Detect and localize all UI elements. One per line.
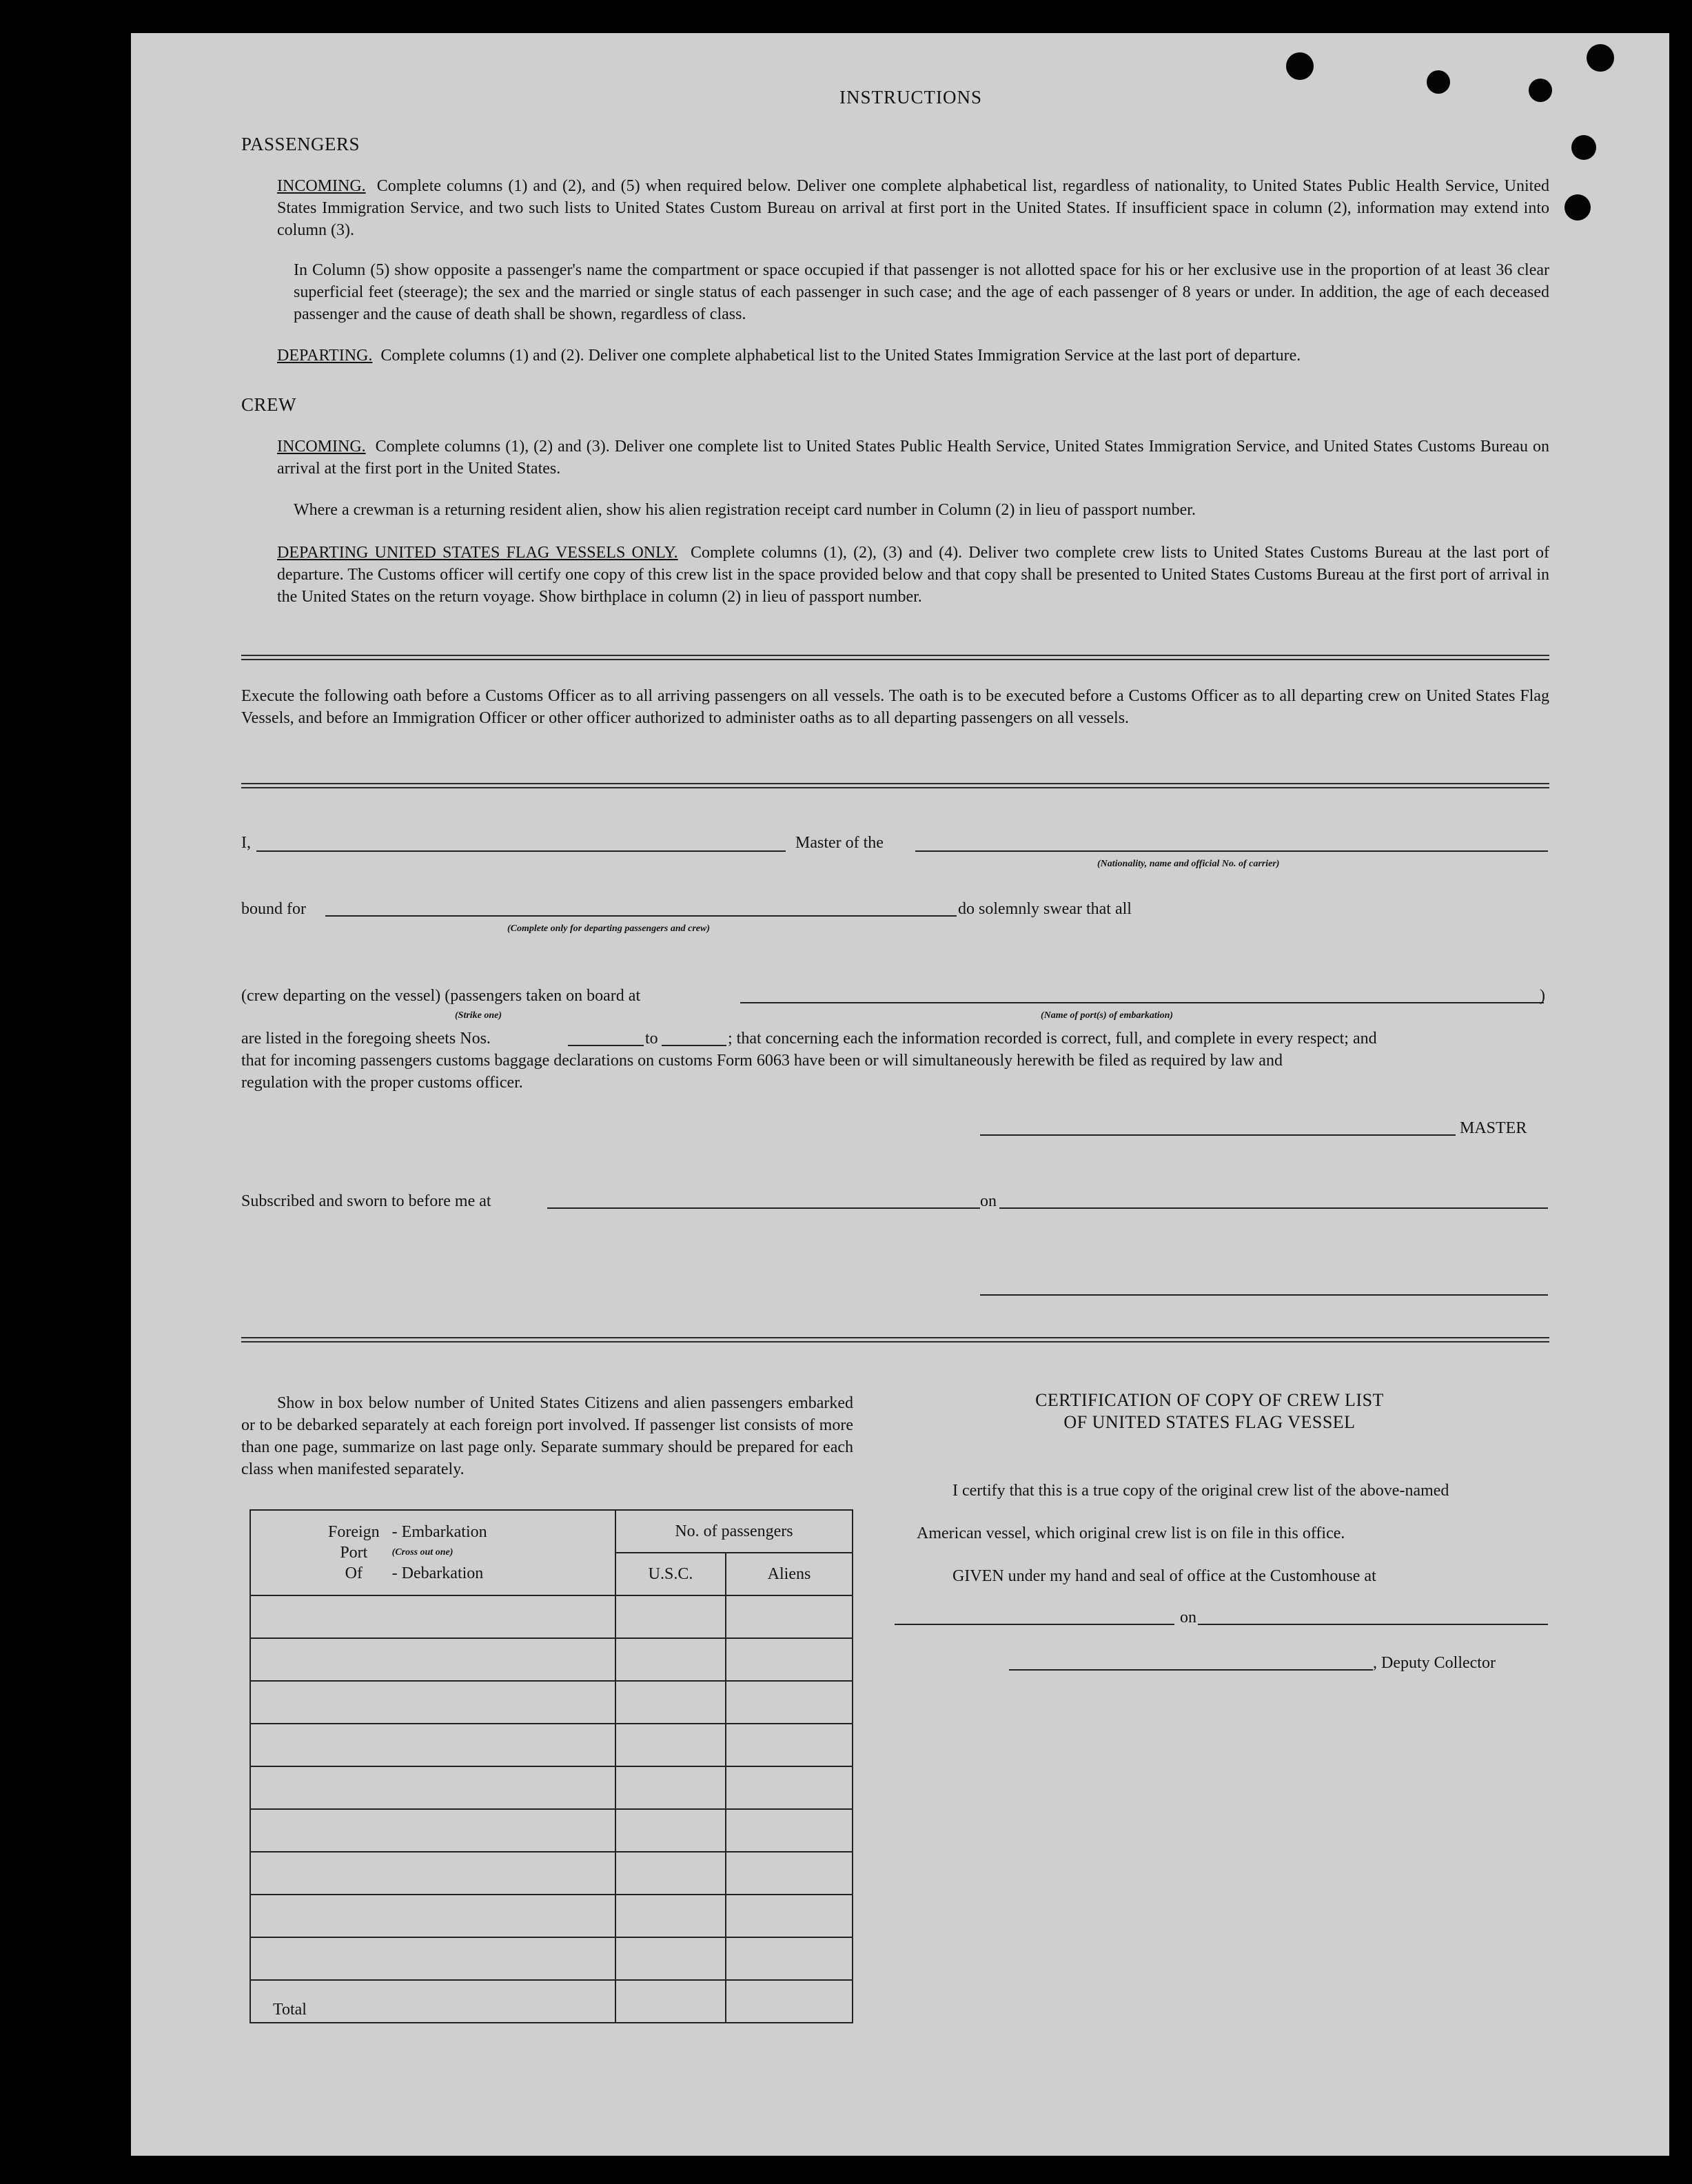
punch-hole: [1286, 52, 1314, 80]
customhouse-field[interactable]: [895, 1624, 1174, 1625]
port-cell[interactable]: [250, 1595, 615, 1638]
deputy-collector-label: , Deputy Collector: [1373, 1654, 1496, 1672]
no-passengers-header: No. of passengers: [615, 1510, 853, 1553]
close-paren: ): [1540, 987, 1545, 1005]
swear-label: do solemnly swear that all: [958, 900, 1132, 918]
certification-heading-line-1: CERTIFICATION OF COPY OF CREW LIST: [1035, 1390, 1384, 1410]
embarkation-label: - Embarkation: [391, 1523, 487, 1541]
port-cell[interactable]: [250, 1724, 615, 1766]
certification-heading: [917, 1389, 1502, 1433]
port-cell[interactable]: [250, 1937, 615, 1980]
aliens-cell[interactable]: [726, 1595, 853, 1638]
port-header-cell: [250, 1510, 615, 1595]
table-row: [250, 1937, 853, 1980]
divider-rule: [241, 783, 1549, 784]
nationality-caption: (Nationality, name and official No. of carrier): [1097, 859, 1280, 869]
usc-cell[interactable]: [615, 1809, 726, 1852]
table-row: [250, 1895, 853, 1937]
sheet-from-field[interactable]: [568, 1045, 644, 1046]
incoming-label: INCOMING.: [277, 177, 366, 195]
deputy-collector-signature-field[interactable]: [1009, 1669, 1373, 1671]
crew-incoming-label: INCOMING.: [277, 438, 366, 456]
port-label: Port: [340, 1544, 368, 1562]
crew-heading: CREW: [241, 394, 296, 415]
usc-header: U.S.C.: [615, 1553, 726, 1595]
aliens-header: Aliens: [726, 1553, 853, 1595]
debarkation-label: - Debarkation: [391, 1564, 484, 1582]
departing-label: DEPARTING.: [277, 347, 373, 365]
aliens-cell[interactable]: [726, 1766, 853, 1809]
crew-departing-paragraph: [277, 542, 1549, 608]
of-label: Of: [345, 1564, 363, 1582]
on-label: on: [980, 1192, 997, 1210]
usc-cell[interactable]: [615, 1638, 726, 1681]
certification-heading-line-2: OF UNITED STATES FLAG VESSEL: [1063, 1412, 1356, 1432]
total-label: Total: [250, 1980, 615, 2023]
port-cell[interactable]: [250, 1852, 615, 1895]
oath-instruction: Execute the following oath before a Customs Officer as to all arriving passengers on all vessels. The oath is to be executed before a Customs Officer as to all departing crew on United States Flag Vessels, and before an Immigration Officer or other officer authorized to administer oaths as to all departing passengers on all vessels.: [241, 687, 1549, 727]
aliens-cell[interactable]: [726, 1638, 853, 1681]
usc-cell[interactable]: [615, 1724, 726, 1766]
crew-incoming-paragraph: [277, 436, 1549, 480]
usc-total-cell[interactable]: [615, 1980, 726, 2023]
departing-text: Complete columns (1) and (2). Deliver one complete alphabetical list to the United States Immigration Service at the last port of departure.: [380, 347, 1301, 365]
master-name-field[interactable]: [256, 850, 786, 852]
incoming-text: Complete columns (1) and (2), and (5) when required below. Deliver one complete alphabetical list, regardless of nationality, to United States Public Health Service, United States Immigration Service, and two such lists to United States Custom Bureau on arrival at first port in the United States. If insufficient space in column (2), information may extend into column (3).: [277, 177, 1550, 239]
subscribed-place-field[interactable]: [547, 1207, 980, 1209]
table-row: [250, 1809, 853, 1852]
table-row: [250, 1766, 853, 1809]
divider-rule: [241, 1341, 1549, 1343]
i-label: I,: [241, 834, 251, 852]
given-line: GIVEN under my hand and seal of office at the Customhouse at: [952, 1567, 1376, 1585]
subscribed-date-field[interactable]: [999, 1207, 1548, 1209]
port-cell[interactable]: [250, 1766, 615, 1809]
listed-text-2: that for incoming passengers customs baggage declarations on customs Form 6063 have been or will simultaneously herewith be filed as required by law and: [241, 1052, 1283, 1070]
punch-hole: [1571, 135, 1596, 160]
passengers-heading: PASSENGERS: [241, 134, 360, 154]
carrier-field[interactable]: [915, 850, 1548, 852]
aliens-cell[interactable]: [726, 1852, 853, 1895]
aliens-cell[interactable]: [726, 1895, 853, 1937]
foreign-label: Foreign: [328, 1523, 380, 1541]
listed-label: are listed in the foregoing sheets Nos.: [241, 1030, 491, 1048]
master-signature-field[interactable]: [980, 1134, 1456, 1136]
punch-hole: [1427, 70, 1450, 94]
subscribed-label: Subscribed and sworn to before me at: [241, 1192, 491, 1210]
page-title: INSTRUCTIONS: [839, 87, 983, 108]
certification-date-field[interactable]: [1198, 1624, 1548, 1625]
port-of-embarkation-field[interactable]: [740, 1002, 1544, 1003]
divider-rule: [241, 787, 1549, 788]
aliens-cell[interactable]: [726, 1681, 853, 1724]
divider-rule: [241, 1337, 1549, 1338]
cross-out-caption: (Cross out one): [391, 1547, 453, 1558]
usc-cell[interactable]: [615, 1937, 726, 1980]
table-row: [250, 1595, 853, 1638]
port-cell[interactable]: [250, 1638, 615, 1681]
passengers-departing-paragraph: [277, 345, 1549, 367]
certification-on-label: on: [1180, 1609, 1196, 1626]
divider-rule: [241, 659, 1549, 660]
document-page: [131, 33, 1669, 2156]
usc-cell[interactable]: [615, 1895, 726, 1937]
port-cell[interactable]: [250, 1895, 615, 1937]
crew-departing-text: Complete columns (1), (2), (3) and (4). Deliver two complete crew lists to United States Customs Bureau at the last port of departure. The Customs officer will certify one copy of this crew list in the space provided below and that copy shall be presented to United States Customs Bureau at the first port of arrival in the United States on the return voyage. Show birthplace in column (2) in lieu of passport number.: [277, 544, 1550, 606]
strike-caption: (Strike one): [455, 1010, 502, 1021]
usc-cell[interactable]: [615, 1681, 726, 1724]
table-row: [250, 1852, 853, 1895]
table-row: [250, 1724, 853, 1766]
port-cell[interactable]: [250, 1681, 615, 1724]
crew-departing-label: (crew departing on the vessel) (passengers taken on board at: [241, 987, 641, 1005]
summary-instruction: Show in box below number of United States Citizens and alien passengers embarked or to be debarked separately at each foreign port involved. If passenger list consists of more than one page, summarize on last page only. Separate summary should be prepared for each class when manifested separately.: [241, 1394, 853, 1478]
crew-incoming-text: Complete columns (1), (2) and (3). Deliver one complete list to United States Public Health Service, United States Immigration Service, and United States Customs Bureau on arrival at the first port in the United States.: [277, 438, 1549, 478]
aliens-total-cell[interactable]: [726, 1980, 853, 2023]
punch-hole: [1564, 194, 1591, 221]
master-label: MASTER: [1460, 1119, 1527, 1137]
to-label: to: [645, 1030, 658, 1048]
listed-text-3: regulation with the proper customs officer.: [241, 1074, 523, 1092]
officer-signature-field[interactable]: [980, 1294, 1548, 1296]
usc-cell[interactable]: [615, 1595, 726, 1638]
punch-hole: [1529, 79, 1552, 102]
column5-paragraph: In Column (5) show opposite a passenger's name the compartment or space occupied if that passenger is not allotted space for his or her exclusive use in the proportion of at least 36 clear superficial feet (steerage); the sex and the married or single status of each passenger in such case; and the age of each passenger of 8 years or under. In addition, the age of each deceased passenger and the cause of death shall be shown, regardless of class.: [294, 261, 1549, 323]
resident-alien-paragraph: Where a crewman is a returning resident alien, show his alien registration receipt card number in Column (2) in lieu of passport number.: [294, 501, 1196, 519]
sheet-to-field[interactable]: [662, 1045, 726, 1046]
passenger-summary-table: [249, 1509, 853, 2023]
table-row: [250, 1638, 853, 1681]
listed-text-1: ; that concerning each the information recorded is correct, full, and complete in every respect; and: [728, 1030, 1377, 1048]
divider-rule: [241, 655, 1549, 656]
bound-for-label: bound for: [241, 900, 306, 918]
passengers-incoming-paragraph: [277, 175, 1549, 241]
master-of-label: Master of the: [795, 834, 884, 852]
crew-departing-label: DEPARTING UNITED STATES FLAG VESSELS ONLY.: [277, 544, 678, 562]
aliens-cell[interactable]: [726, 1724, 853, 1766]
certify-line-2: American vessel, which original crew list is on file in this office.: [917, 1524, 1345, 1542]
usc-cell[interactable]: [615, 1766, 726, 1809]
usc-cell[interactable]: [615, 1852, 726, 1895]
ports-caption: (Name of port(s) of embarkation): [1041, 1010, 1174, 1021]
aliens-cell[interactable]: [726, 1937, 853, 1980]
bound-for-field[interactable]: [325, 915, 957, 917]
bound-for-caption: (Complete only for departing passengers and crew): [507, 923, 710, 934]
punch-hole: [1587, 44, 1614, 72]
port-cell[interactable]: [250, 1809, 615, 1852]
total-row: [250, 1980, 853, 2023]
certify-line-1: I certify that this is a true copy of the original crew list of the above-named: [952, 1482, 1449, 1500]
table-row: [250, 1681, 853, 1724]
aliens-cell[interactable]: [726, 1809, 853, 1852]
